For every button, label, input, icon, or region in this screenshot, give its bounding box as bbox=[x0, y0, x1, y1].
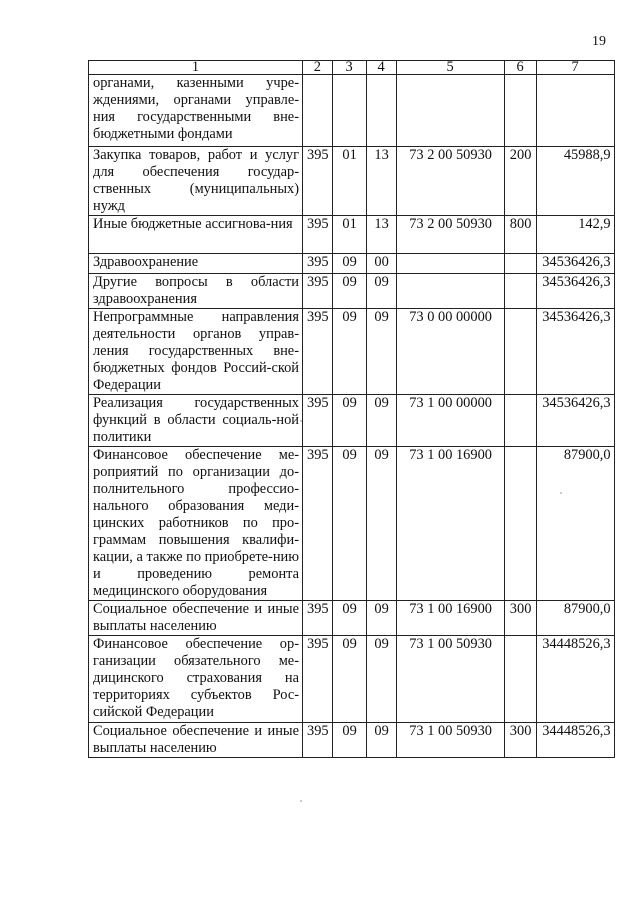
expense-type-cell bbox=[504, 75, 536, 147]
row-name-cell: Другие вопросы в области здравоохранения bbox=[89, 274, 303, 309]
section-cell: 09 bbox=[332, 723, 366, 758]
row-name-cell: органами, казенными учре- ждениями, органами управле- ния государственными вне- бюджетными фондами bbox=[89, 75, 303, 147]
amount-cell: 87900,0 bbox=[536, 447, 614, 601]
table-row bbox=[89, 75, 615, 147]
amount-cell: 34448526,3 bbox=[536, 636, 614, 723]
column-header: 2 bbox=[303, 61, 333, 75]
scan-speck bbox=[560, 492, 562, 494]
amount-cell: 34536426,3 bbox=[536, 274, 614, 309]
row-name-cell: Иные бюджетные ассигнова-ния bbox=[89, 216, 303, 254]
target-item-cell: 73 1 00 16900 bbox=[396, 447, 504, 601]
section-cell: 09 bbox=[332, 274, 366, 309]
scan-speck bbox=[300, 420, 302, 422]
target-item-cell: 73 1 00 50930 bbox=[396, 636, 504, 723]
admin-code-cell: 395 bbox=[303, 723, 333, 758]
section-cell: 09 bbox=[332, 395, 366, 447]
target-item-cell bbox=[396, 75, 504, 147]
section-cell: 01 bbox=[332, 216, 366, 254]
section-cell: 01 bbox=[332, 147, 366, 216]
target-item-cell: 73 2 00 50930 bbox=[396, 216, 504, 254]
amount-cell: 45988,9 bbox=[536, 147, 614, 216]
subsection-cell: 09 bbox=[366, 309, 396, 395]
subsection-cell: 09 bbox=[366, 723, 396, 758]
row-name-cell: Закупка товаров, работ и услуг для обеспечения государ-ственных (муниципальных) нужд bbox=[89, 147, 303, 216]
row-name-cell: Социальное обеспечение и иные выплаты населению bbox=[89, 601, 303, 636]
section-cell: 09 bbox=[332, 636, 366, 723]
expense-type-cell bbox=[504, 274, 536, 309]
subsection-cell: 13 bbox=[366, 147, 396, 216]
amount-cell: 142,9 bbox=[536, 216, 614, 254]
table-row bbox=[89, 254, 615, 274]
target-item-cell bbox=[396, 274, 504, 309]
admin-code-cell: 395 bbox=[303, 309, 333, 395]
target-item-cell: 73 0 00 00000 bbox=[396, 309, 504, 395]
table-row bbox=[89, 216, 615, 254]
amount-cell: 34536426,3 bbox=[536, 254, 614, 274]
subsection-cell bbox=[366, 75, 396, 147]
admin-code-cell bbox=[303, 75, 333, 147]
admin-code-cell: 395 bbox=[303, 274, 333, 309]
column-header: 1 bbox=[89, 61, 303, 75]
subsection-cell: 09 bbox=[366, 274, 396, 309]
header-row bbox=[89, 61, 615, 75]
target-item-cell: 73 1 00 50930 bbox=[396, 723, 504, 758]
target-item-cell: 73 1 00 16900 bbox=[396, 601, 504, 636]
budget-table bbox=[88, 60, 615, 758]
expense-type-cell bbox=[504, 395, 536, 447]
column-header: 6 bbox=[504, 61, 536, 75]
row-name-cell: Реализация государственных функций в области социаль-ной политики bbox=[89, 395, 303, 447]
expense-type-cell bbox=[504, 636, 536, 723]
section-cell: 09 bbox=[332, 254, 366, 274]
target-item-cell: 73 1 00 00000 bbox=[396, 395, 504, 447]
expense-type-cell bbox=[504, 447, 536, 601]
table-row bbox=[89, 147, 615, 216]
row-name-cell: Социальное обеспечение и иные выплаты населению bbox=[89, 723, 303, 758]
expense-type-cell: 800 bbox=[504, 216, 536, 254]
amount-cell: 34536426,3 bbox=[536, 395, 614, 447]
subsection-cell: 09 bbox=[366, 601, 396, 636]
subsection-cell: 00 bbox=[366, 254, 396, 274]
table-row bbox=[89, 309, 615, 395]
amount-cell: 34448526,3 bbox=[536, 723, 614, 758]
row-name-cell: Непрограммные направления деятельности органов управ-ления государственных вне-бюджетных фондов Россий-ской Федерации bbox=[89, 309, 303, 395]
subsection-cell: 09 bbox=[366, 447, 396, 601]
column-header: 3 bbox=[332, 61, 366, 75]
subsection-cell: 09 bbox=[366, 395, 396, 447]
column-header: 5 bbox=[396, 61, 504, 75]
column-header: 4 bbox=[366, 61, 396, 75]
expense-type-cell: 300 bbox=[504, 601, 536, 636]
admin-code-cell: 395 bbox=[303, 447, 333, 601]
row-name-cell: Здравоохранение bbox=[89, 254, 303, 274]
table-row bbox=[89, 723, 615, 758]
admin-code-cell: 395 bbox=[303, 601, 333, 636]
expense-type-cell bbox=[504, 309, 536, 395]
page-number: 19 bbox=[592, 34, 606, 49]
section-cell: 09 bbox=[332, 309, 366, 395]
amount-cell bbox=[536, 75, 614, 147]
table-row bbox=[89, 601, 615, 636]
expense-type-cell bbox=[504, 254, 536, 274]
table-row bbox=[89, 447, 615, 601]
expense-type-cell: 200 bbox=[504, 147, 536, 216]
target-item-cell: 73 2 00 50930 bbox=[396, 147, 504, 216]
target-item-cell bbox=[396, 254, 504, 274]
expense-type-cell: 300 bbox=[504, 723, 536, 758]
section-cell bbox=[332, 75, 366, 147]
amount-cell: 34536426,3 bbox=[536, 309, 614, 395]
table-row bbox=[89, 636, 615, 723]
admin-code-cell: 395 bbox=[303, 636, 333, 723]
row-name-cell: Финансовое обеспечение ме-роприятий по организации до-полнительного профессио-нального образования меди-цинских работников по про-граммам повышения квалифи-кации, а также по приобрете-нию и проведению ремонта медицинского оборудования bbox=[89, 447, 303, 601]
admin-code-cell: 395 bbox=[303, 216, 333, 254]
scan-speck bbox=[300, 800, 302, 802]
row-name-cell: Финансовое обеспечение ор-ганизации обязательного ме-дицинского страхования на территориях субъектов Рос-сийской Федерации bbox=[89, 636, 303, 723]
admin-code-cell: 395 bbox=[303, 395, 333, 447]
subsection-cell: 09 bbox=[366, 636, 396, 723]
table-row bbox=[89, 395, 615, 447]
table-row bbox=[89, 274, 615, 309]
subsection-cell: 13 bbox=[366, 216, 396, 254]
column-header: 7 bbox=[536, 61, 614, 75]
admin-code-cell: 395 bbox=[303, 254, 333, 274]
section-cell: 09 bbox=[332, 447, 366, 601]
amount-cell: 87900,0 bbox=[536, 601, 614, 636]
admin-code-cell: 395 bbox=[303, 147, 333, 216]
section-cell: 09 bbox=[332, 601, 366, 636]
